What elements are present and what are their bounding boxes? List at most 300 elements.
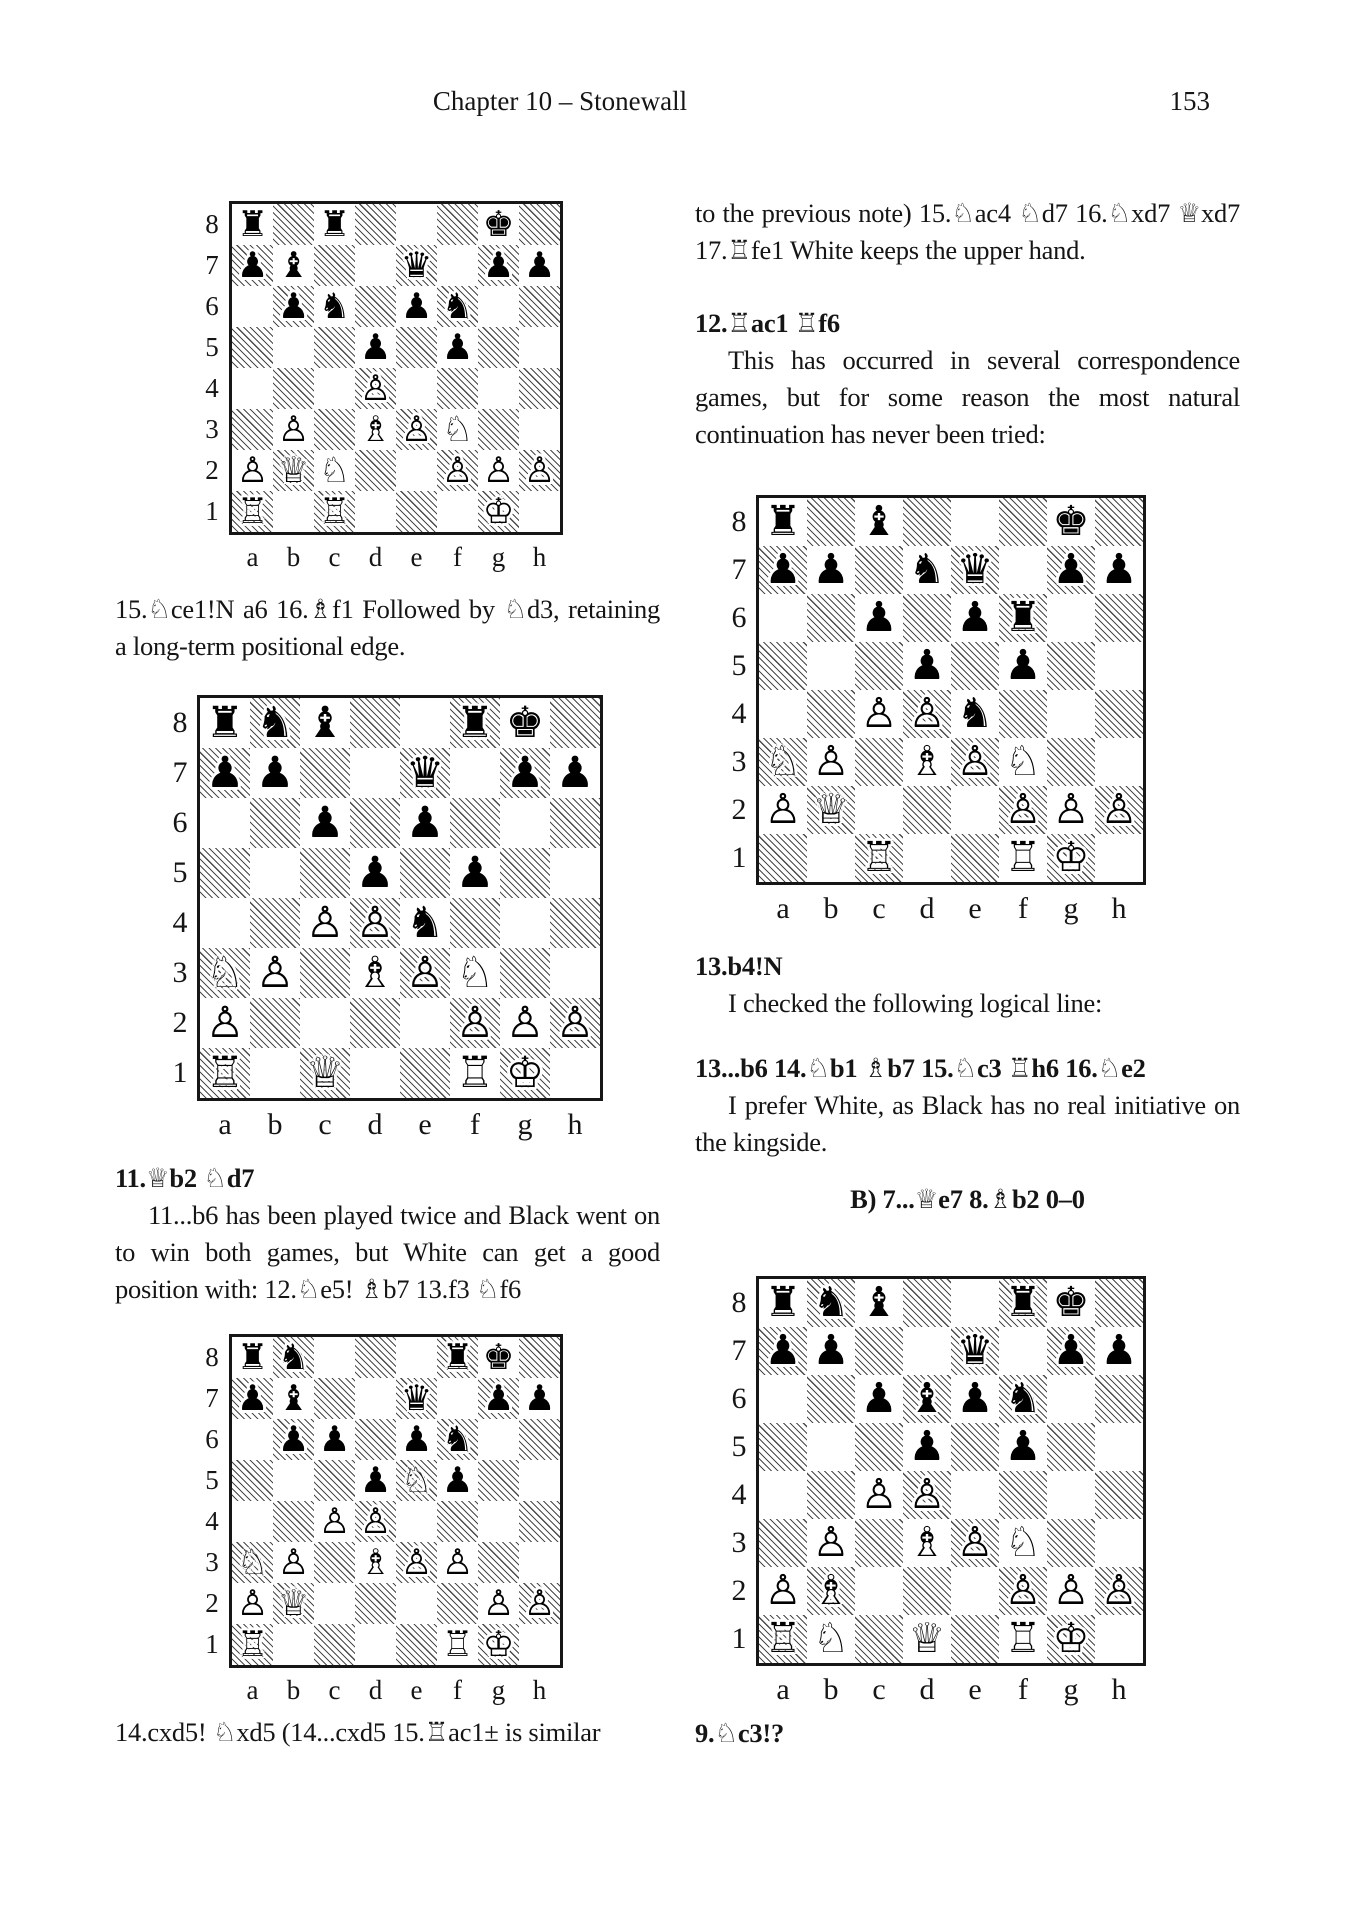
board-square	[478, 327, 519, 368]
white-pawn-icon: ♙	[1100, 785, 1138, 834]
board-square	[519, 1337, 560, 1378]
commentary-paragraph: This has occurred in several correspondence games, but for some reason the most natural continuation has never been tried:	[695, 345, 1240, 449]
board-square	[807, 498, 855, 546]
black-pawn-icon: ♟	[1004, 641, 1042, 690]
white-pawn-icon: ♙	[277, 1541, 310, 1583]
board-square	[500, 1048, 550, 1098]
black-king-icon: ♚	[1052, 497, 1090, 546]
board-square	[903, 1279, 951, 1327]
board-square	[273, 1378, 314, 1419]
board-square	[300, 698, 350, 748]
white-pawn-icon: ♙	[860, 689, 898, 738]
board-square	[500, 898, 550, 948]
board-square	[759, 1567, 807, 1615]
board-square	[807, 1567, 855, 1615]
board-square	[250, 998, 300, 1048]
board-square	[1095, 1327, 1143, 1375]
white-bishop-icon: ♗	[908, 1518, 946, 1567]
white-pawn-icon: ♙	[400, 408, 433, 450]
board-square	[807, 546, 855, 594]
board-square	[350, 848, 400, 898]
board-square	[314, 368, 355, 409]
black-knight-icon: ♞	[956, 689, 994, 738]
board-square	[232, 409, 273, 450]
white-pawn-icon: ♙	[523, 449, 556, 491]
move-heading-13-b4: 13.b4!N	[695, 951, 783, 981]
board-square	[903, 690, 951, 738]
board-square	[855, 1423, 903, 1471]
caption-after-diagram-1: 15.♘ce1!N a6 16.♗f1 Followed by ♘d3, retaining a long-term positional edge.	[115, 594, 660, 661]
board-square	[999, 1279, 1047, 1327]
board-square	[314, 1337, 355, 1378]
board-square	[200, 698, 250, 748]
rank-label: 1	[205, 1629, 219, 1659]
board-square	[273, 409, 314, 450]
board-square	[478, 1583, 519, 1624]
chess-diagram-4	[722, 495, 1240, 926]
chess-diagram-5	[722, 1276, 1240, 1707]
board-square	[759, 642, 807, 690]
board-square	[478, 1460, 519, 1501]
black-pawn-icon: ♟	[860, 1374, 898, 1423]
white-rook-icon: ♖	[441, 1623, 474, 1665]
board-square	[999, 738, 1047, 786]
black-pawn-icon: ♟	[523, 244, 556, 286]
black-king-icon: ♚	[1052, 1278, 1090, 1327]
board-square	[355, 368, 396, 409]
board-square	[759, 786, 807, 834]
board-square	[478, 1419, 519, 1460]
file-label: b	[823, 1673, 839, 1706]
white-pawn-icon: ♙	[255, 947, 295, 998]
board-square	[1095, 498, 1143, 546]
board-square	[250, 748, 300, 798]
move-heading-12-rac1: 12.♖ac1 ♖f6	[695, 308, 840, 338]
file-label: c	[872, 1673, 886, 1706]
board-square	[478, 245, 519, 286]
rank-label: 4	[731, 1478, 747, 1511]
white-queen-icon: ♕	[305, 1047, 345, 1098]
file-label: a	[776, 892, 790, 925]
black-knight-icon: ♞	[1004, 1374, 1042, 1423]
board-square	[350, 698, 400, 748]
black-pawn-icon: ♟	[305, 797, 345, 848]
white-king-icon: ♔	[482, 490, 515, 532]
board-square	[519, 368, 560, 409]
rank-label: 1	[172, 1056, 188, 1089]
white-pawn-icon: ♙	[277, 408, 310, 450]
board-square	[855, 546, 903, 594]
rank-label: 4	[205, 1506, 219, 1536]
board-square	[232, 368, 273, 409]
board-square	[519, 1583, 560, 1624]
black-rook-icon: ♜	[1004, 1278, 1042, 1327]
file-label: g	[1063, 1673, 1079, 1706]
board-square	[437, 1460, 478, 1501]
board-square	[314, 245, 355, 286]
file-label: d	[919, 892, 935, 925]
rank-label: 5	[731, 1430, 747, 1463]
board-square	[400, 898, 450, 948]
black-pawn-icon: ♟	[441, 1459, 474, 1501]
black-bishop-icon: ♝	[277, 244, 310, 286]
board-square	[314, 327, 355, 368]
board-square	[437, 245, 478, 286]
black-pawn-icon: ♟	[1100, 545, 1138, 594]
black-king-icon: ♚	[482, 1336, 515, 1378]
black-pawn-icon: ♟	[812, 1326, 850, 1375]
board-square	[519, 327, 560, 368]
board-square	[273, 204, 314, 245]
black-pawn-icon: ♟	[1052, 545, 1090, 594]
board-square	[519, 1419, 560, 1460]
file-label: b	[286, 542, 301, 572]
board-square	[273, 1583, 314, 1624]
chess-board	[756, 1276, 1146, 1666]
black-knight-icon: ♞	[318, 285, 351, 327]
board-square	[550, 1048, 600, 1098]
board-square	[1095, 546, 1143, 594]
board-square	[437, 1337, 478, 1378]
white-pawn-icon: ♙	[305, 897, 345, 948]
board-square	[437, 1624, 478, 1665]
black-rook-icon: ♜	[764, 1278, 802, 1327]
black-rook-icon: ♜	[455, 697, 495, 748]
board-square	[396, 327, 437, 368]
board-square	[273, 1501, 314, 1542]
board-square	[951, 1519, 999, 1567]
file-label: f	[453, 542, 462, 572]
board-square	[478, 409, 519, 450]
board-square	[807, 738, 855, 786]
board-square	[450, 798, 500, 848]
white-pawn-icon: ♙	[205, 997, 245, 1048]
rank-label: 6	[205, 291, 219, 321]
white-knight-icon: ♘	[764, 737, 802, 786]
board-square	[396, 1542, 437, 1583]
board-square	[1095, 594, 1143, 642]
board-square	[250, 948, 300, 998]
board-square	[400, 748, 450, 798]
board-square	[314, 204, 355, 245]
white-pawn-icon: ♙	[236, 449, 269, 491]
board-square	[550, 898, 600, 948]
black-rook-icon: ♜	[1004, 593, 1042, 642]
board-square	[437, 1542, 478, 1583]
board-square	[314, 1460, 355, 1501]
rank-label: 2	[205, 1588, 219, 1618]
board-square	[396, 1583, 437, 1624]
board-square	[273, 1337, 314, 1378]
white-pawn-icon: ♙	[1100, 1566, 1138, 1615]
commentary-paragraph: 11...b6 has been played twice and Black went on to win both games, but White can get a good position with: 12.♘e5! ♗b7 13.f3 ♘f6	[115, 1200, 660, 1304]
white-bishop-icon: ♗	[359, 408, 392, 450]
board-square	[200, 948, 250, 998]
board-square	[903, 834, 951, 882]
board-square	[314, 1501, 355, 1542]
file-label: c	[318, 1108, 332, 1141]
rank-label: 8	[205, 1342, 219, 1372]
board-square	[999, 786, 1047, 834]
board-square	[273, 1542, 314, 1583]
board-square	[999, 594, 1047, 642]
rank-label: 6	[205, 1424, 219, 1454]
board-square	[396, 1501, 437, 1542]
file-label: h	[532, 1675, 547, 1705]
board-square	[273, 1460, 314, 1501]
white-rook-icon: ♖	[455, 1047, 495, 1098]
board-square	[396, 245, 437, 286]
rank-label: 1	[731, 1622, 747, 1655]
board-square	[951, 834, 999, 882]
black-pawn-icon: ♟	[455, 847, 495, 898]
board-square	[478, 1542, 519, 1583]
board-square	[400, 948, 450, 998]
board-square	[478, 204, 519, 245]
board-square	[550, 748, 600, 798]
rank-label: 6	[731, 1382, 747, 1415]
file-label: e	[968, 1673, 982, 1706]
board-square	[200, 898, 250, 948]
white-pawn-icon: ♙	[455, 997, 495, 1048]
board-square	[951, 1327, 999, 1375]
rank-label: 7	[172, 756, 188, 789]
board-square	[355, 286, 396, 327]
left-column	[115, 165, 660, 1751]
black-pawn-icon: ♟	[236, 1377, 269, 1419]
black-pawn-icon: ♟	[277, 285, 310, 327]
board-square	[478, 491, 519, 532]
board-square	[232, 286, 273, 327]
black-pawn-icon: ♟	[1004, 1422, 1042, 1471]
board-square	[450, 998, 500, 1048]
rank-label: 7	[731, 553, 747, 586]
file-label: b	[823, 892, 839, 925]
black-knight-icon: ♞	[255, 697, 295, 748]
white-knight-icon: ♘	[318, 449, 351, 491]
board-square	[951, 1375, 999, 1423]
white-pawn-icon: ♙	[441, 1541, 474, 1583]
white-bishop-icon: ♗	[359, 1541, 392, 1583]
black-pawn-icon: ♟	[764, 1326, 802, 1375]
board-square	[519, 1624, 560, 1665]
black-pawn-icon: ♟	[1052, 1326, 1090, 1375]
rank-label: 3	[205, 1547, 219, 1577]
black-bishop-icon: ♝	[277, 1377, 310, 1419]
file-label: e	[410, 542, 423, 572]
variation-b-heading: B) 7...♕e7 8.♗b2 0–0	[850, 1184, 1085, 1214]
file-label: f	[1018, 892, 1028, 925]
board-square	[1047, 594, 1095, 642]
board-square	[759, 1519, 807, 1567]
board-square	[232, 1501, 273, 1542]
white-queen-icon: ♕	[812, 785, 850, 834]
board-square	[273, 1419, 314, 1460]
board-square	[1095, 1615, 1143, 1663]
board-square	[519, 204, 560, 245]
black-pawn-icon: ♟	[400, 285, 433, 327]
board-square	[519, 1378, 560, 1419]
board-square	[314, 286, 355, 327]
black-rook-icon: ♜	[441, 1336, 474, 1378]
board-square	[807, 786, 855, 834]
board-square	[903, 1615, 951, 1663]
board-square	[999, 1327, 1047, 1375]
rank-labels	[722, 1276, 756, 1707]
black-bishop-icon: ♝	[305, 697, 345, 748]
board-square	[437, 1378, 478, 1419]
white-pawn-icon: ♙	[1052, 785, 1090, 834]
board-square	[951, 1471, 999, 1519]
board-square	[759, 1615, 807, 1663]
rank-label: 2	[731, 1574, 747, 1607]
white-rook-icon: ♖	[236, 1623, 269, 1665]
page-number: 153	[1169, 86, 1210, 116]
white-pawn-icon: ♙	[318, 1500, 351, 1542]
white-rook-icon: ♖	[764, 1614, 802, 1663]
black-pawn-icon: ♟	[355, 847, 395, 898]
white-pawn-icon: ♙	[1004, 785, 1042, 834]
file-label: c	[872, 892, 886, 925]
rank-label: 2	[205, 455, 219, 485]
board-square	[396, 368, 437, 409]
rank-label: 8	[205, 209, 219, 239]
file-label: a	[246, 542, 259, 572]
white-knight-icon: ♘	[812, 1614, 850, 1663]
board-square	[855, 1375, 903, 1423]
board-square	[807, 1423, 855, 1471]
board-square	[903, 1375, 951, 1423]
board-square	[350, 1048, 400, 1098]
chess-diagram-3	[195, 1334, 660, 1706]
rank-label: 5	[731, 649, 747, 682]
board-square	[759, 1279, 807, 1327]
board-square	[273, 368, 314, 409]
file-label: g	[491, 1675, 506, 1705]
board-square	[999, 1567, 1047, 1615]
board-square	[1095, 1423, 1143, 1471]
board-square	[500, 748, 550, 798]
board-square	[273, 286, 314, 327]
board-square	[437, 204, 478, 245]
board-square	[232, 1624, 273, 1665]
white-pawn-icon: ♙	[482, 449, 515, 491]
board-square	[759, 1375, 807, 1423]
board-square	[478, 1337, 519, 1378]
board-square	[232, 450, 273, 491]
board-square	[396, 1419, 437, 1460]
chess-diagram-1	[195, 201, 660, 573]
black-queen-icon: ♛	[956, 545, 994, 594]
board-square	[807, 1519, 855, 1567]
black-pawn-icon: ♟	[482, 244, 515, 286]
black-bishop-icon: ♝	[860, 497, 898, 546]
black-queen-icon: ♛	[405, 747, 445, 798]
board-square	[400, 1048, 450, 1098]
black-pawn-icon: ♟	[908, 1422, 946, 1471]
black-bishop-icon: ♝	[860, 1278, 898, 1327]
rank-labels	[195, 1334, 229, 1706]
board-square	[951, 738, 999, 786]
board-square	[1047, 1327, 1095, 1375]
rank-label: 3	[205, 414, 219, 444]
board-square	[500, 798, 550, 848]
board-square	[1047, 834, 1095, 882]
file-label: h	[567, 1108, 583, 1141]
rank-labels	[195, 201, 229, 573]
board-square	[1047, 1279, 1095, 1327]
board-square	[1047, 1471, 1095, 1519]
board-square	[1095, 1471, 1143, 1519]
board-square	[903, 546, 951, 594]
black-queen-icon: ♛	[956, 1326, 994, 1375]
white-pawn-icon: ♙	[505, 997, 545, 1048]
board-square	[1095, 834, 1143, 882]
commentary-paragraph: I checked the following logical line:	[728, 988, 1103, 1018]
board-square	[1095, 738, 1143, 786]
board-square	[355, 491, 396, 532]
board-square	[1095, 1279, 1143, 1327]
board-square	[1047, 1567, 1095, 1615]
board-square	[478, 1378, 519, 1419]
rank-label: 3	[731, 745, 747, 778]
board-square	[550, 698, 600, 748]
black-king-icon: ♚	[482, 203, 515, 245]
board-square	[759, 546, 807, 594]
board-square	[450, 748, 500, 798]
board-square	[450, 848, 500, 898]
white-rook-icon: ♖	[236, 490, 269, 532]
file-label: d	[919, 1673, 935, 1706]
board-square	[1047, 738, 1095, 786]
board-square	[500, 998, 550, 1048]
board-square	[999, 690, 1047, 738]
rank-labels	[722, 495, 756, 926]
board-square	[355, 1542, 396, 1583]
white-rook-icon: ♖	[1004, 1614, 1042, 1663]
rank-label: 5	[205, 1465, 219, 1495]
board-square	[855, 690, 903, 738]
board-square	[232, 204, 273, 245]
board-square	[273, 450, 314, 491]
rank-label: 5	[172, 856, 188, 889]
board-square	[273, 1624, 314, 1665]
white-pawn-icon: ♙	[359, 367, 392, 409]
board-square	[232, 245, 273, 286]
board-square	[999, 1615, 1047, 1663]
board-square	[855, 1567, 903, 1615]
file-labels	[197, 1108, 603, 1142]
board-square	[903, 1327, 951, 1375]
board-square	[807, 1615, 855, 1663]
board-square	[300, 998, 350, 1048]
board-square	[200, 1048, 250, 1098]
black-pawn-icon: ♟	[956, 593, 994, 642]
rank-label: 4	[205, 373, 219, 403]
black-bishop-icon: ♝	[908, 1374, 946, 1423]
board-square	[903, 594, 951, 642]
board-square	[300, 848, 350, 898]
board-square	[807, 1471, 855, 1519]
board-square	[519, 491, 560, 532]
board-square	[300, 798, 350, 848]
white-king-icon: ♔	[482, 1623, 515, 1665]
board-square	[437, 368, 478, 409]
white-rook-icon: ♖	[1004, 833, 1042, 882]
board-square	[519, 1501, 560, 1542]
file-labels	[756, 892, 1146, 926]
board-square	[232, 1460, 273, 1501]
